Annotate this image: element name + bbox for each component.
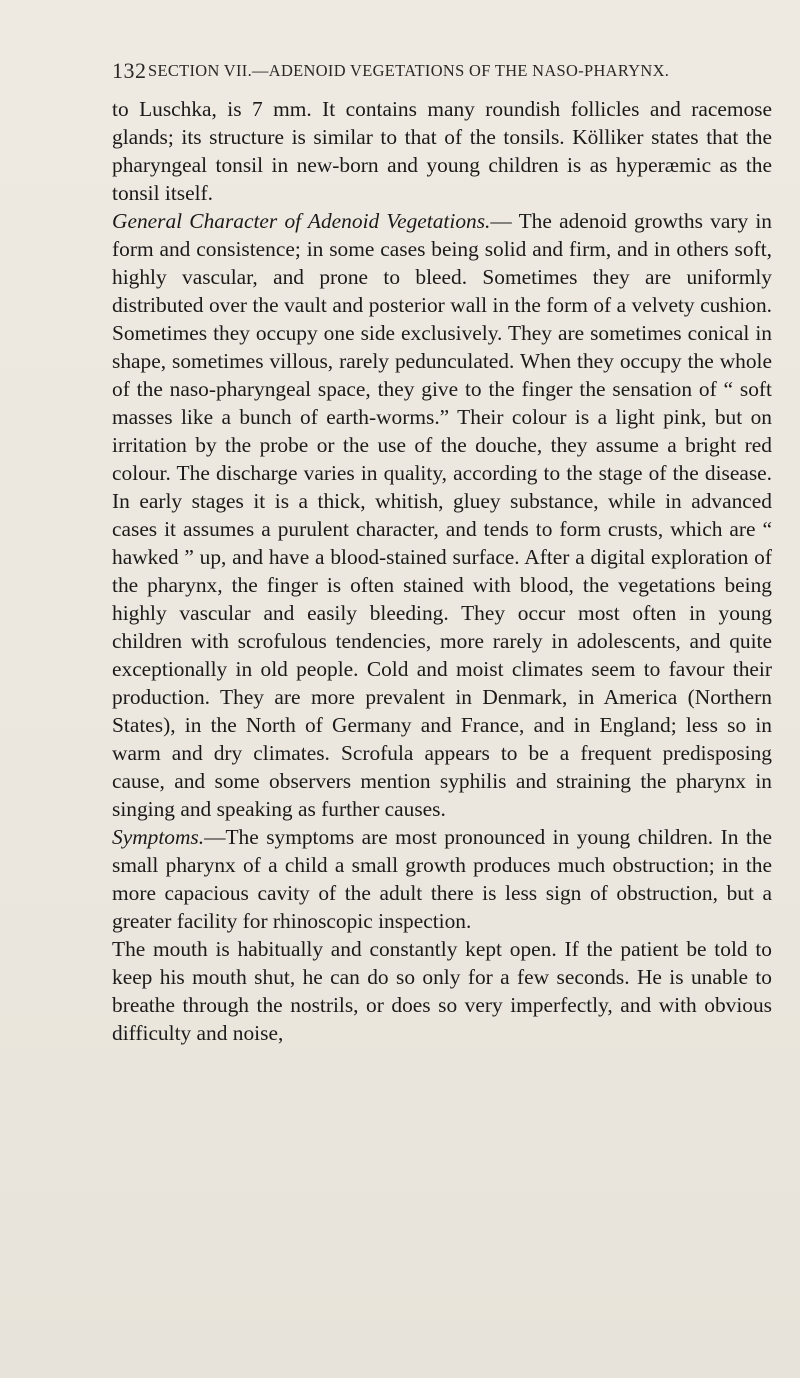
body-text (112, 95, 772, 1047)
paragraph-mouth (112, 935, 772, 1047)
paragraph-general-character (112, 207, 772, 823)
paragraph-intro (112, 95, 772, 207)
section-heading: Symptoms. (112, 825, 205, 849)
paragraph-text: — The adenoid growths vary in form and consistence; in some cases being solid and firm, and in others soft, highly vascular, and prone to bleed. Sometimes they are uniformly distributed over the vault and posterior wall in the form of a velvety cushion. Sometimes they occupy one side exclusively. They are sometimes conical in shape, sometimes villous, rarely pedunculated. When they occupy the whole of the naso-pharyngeal space, they give to the finger the sensation of “ soft masses like a bunch of earth-worms.” Their colour is a light pink, but on irritation by the probe or the use of the douche, they assume a bright red colour. The discharge varies in quality, according to the stage of the disease. In early stages it is a thick, whitish, gluey substance, while in advanced cases it assumes a purulent character, and tends to form crusts, which are “ hawked ” up, and have a blood-stained surface. After a digital exploration of the pharynx, the finger is often stained with blood, the vegetations being highly vascular and easily bleeding. They occur most often in young children with scrofulous tendencies, more rarely in adolescents, and quite exceptionally in old people. Cold and moist climates seem to favour their production. They are more prevalent in Denmark, in America (Northern States), in the North of Germany and France, and in England; less so in warm and dry climates. Scrofula appears to be a frequent predisposing cause, and some observers mention syphilis and straining the pharynx in singing and speaking as further causes. (112, 209, 773, 821)
paragraph-text: to Luschka, is 7 mm. It contains many roundish follicles and racemose glands; its structure is similar to that of the tonsils. Kölliker states that the pharyngeal tonsil in new-born and young children is as hyperæmic as the tonsil itself. (112, 97, 772, 205)
section-heading: General Character of Adenoid Vegetations. (112, 209, 491, 233)
paragraph-symptoms (112, 823, 772, 935)
page-number: 132 (112, 58, 147, 83)
running-head: SECTION VII.—ADENOID VEGETATIONS OF THE NASO-PHARYNX. (148, 61, 670, 80)
paragraph-text: The mouth is habitually and constantly kept open. If the patient be told to keep his mouth shut, he can do so only for a few seconds. He is unable to breathe through the nostrils, or does so very imperfectly, and with obvious difficulty and noise, (112, 937, 772, 1045)
page-header (112, 58, 772, 86)
paragraph-text: —The symptoms are most pronounced in young children. In the small pharynx of a child a small growth produces much obstruction; in the more capacious cavity of the adult there is less sign of obstruction, but a greater facility for rhinoscopic inspection. (112, 825, 772, 933)
